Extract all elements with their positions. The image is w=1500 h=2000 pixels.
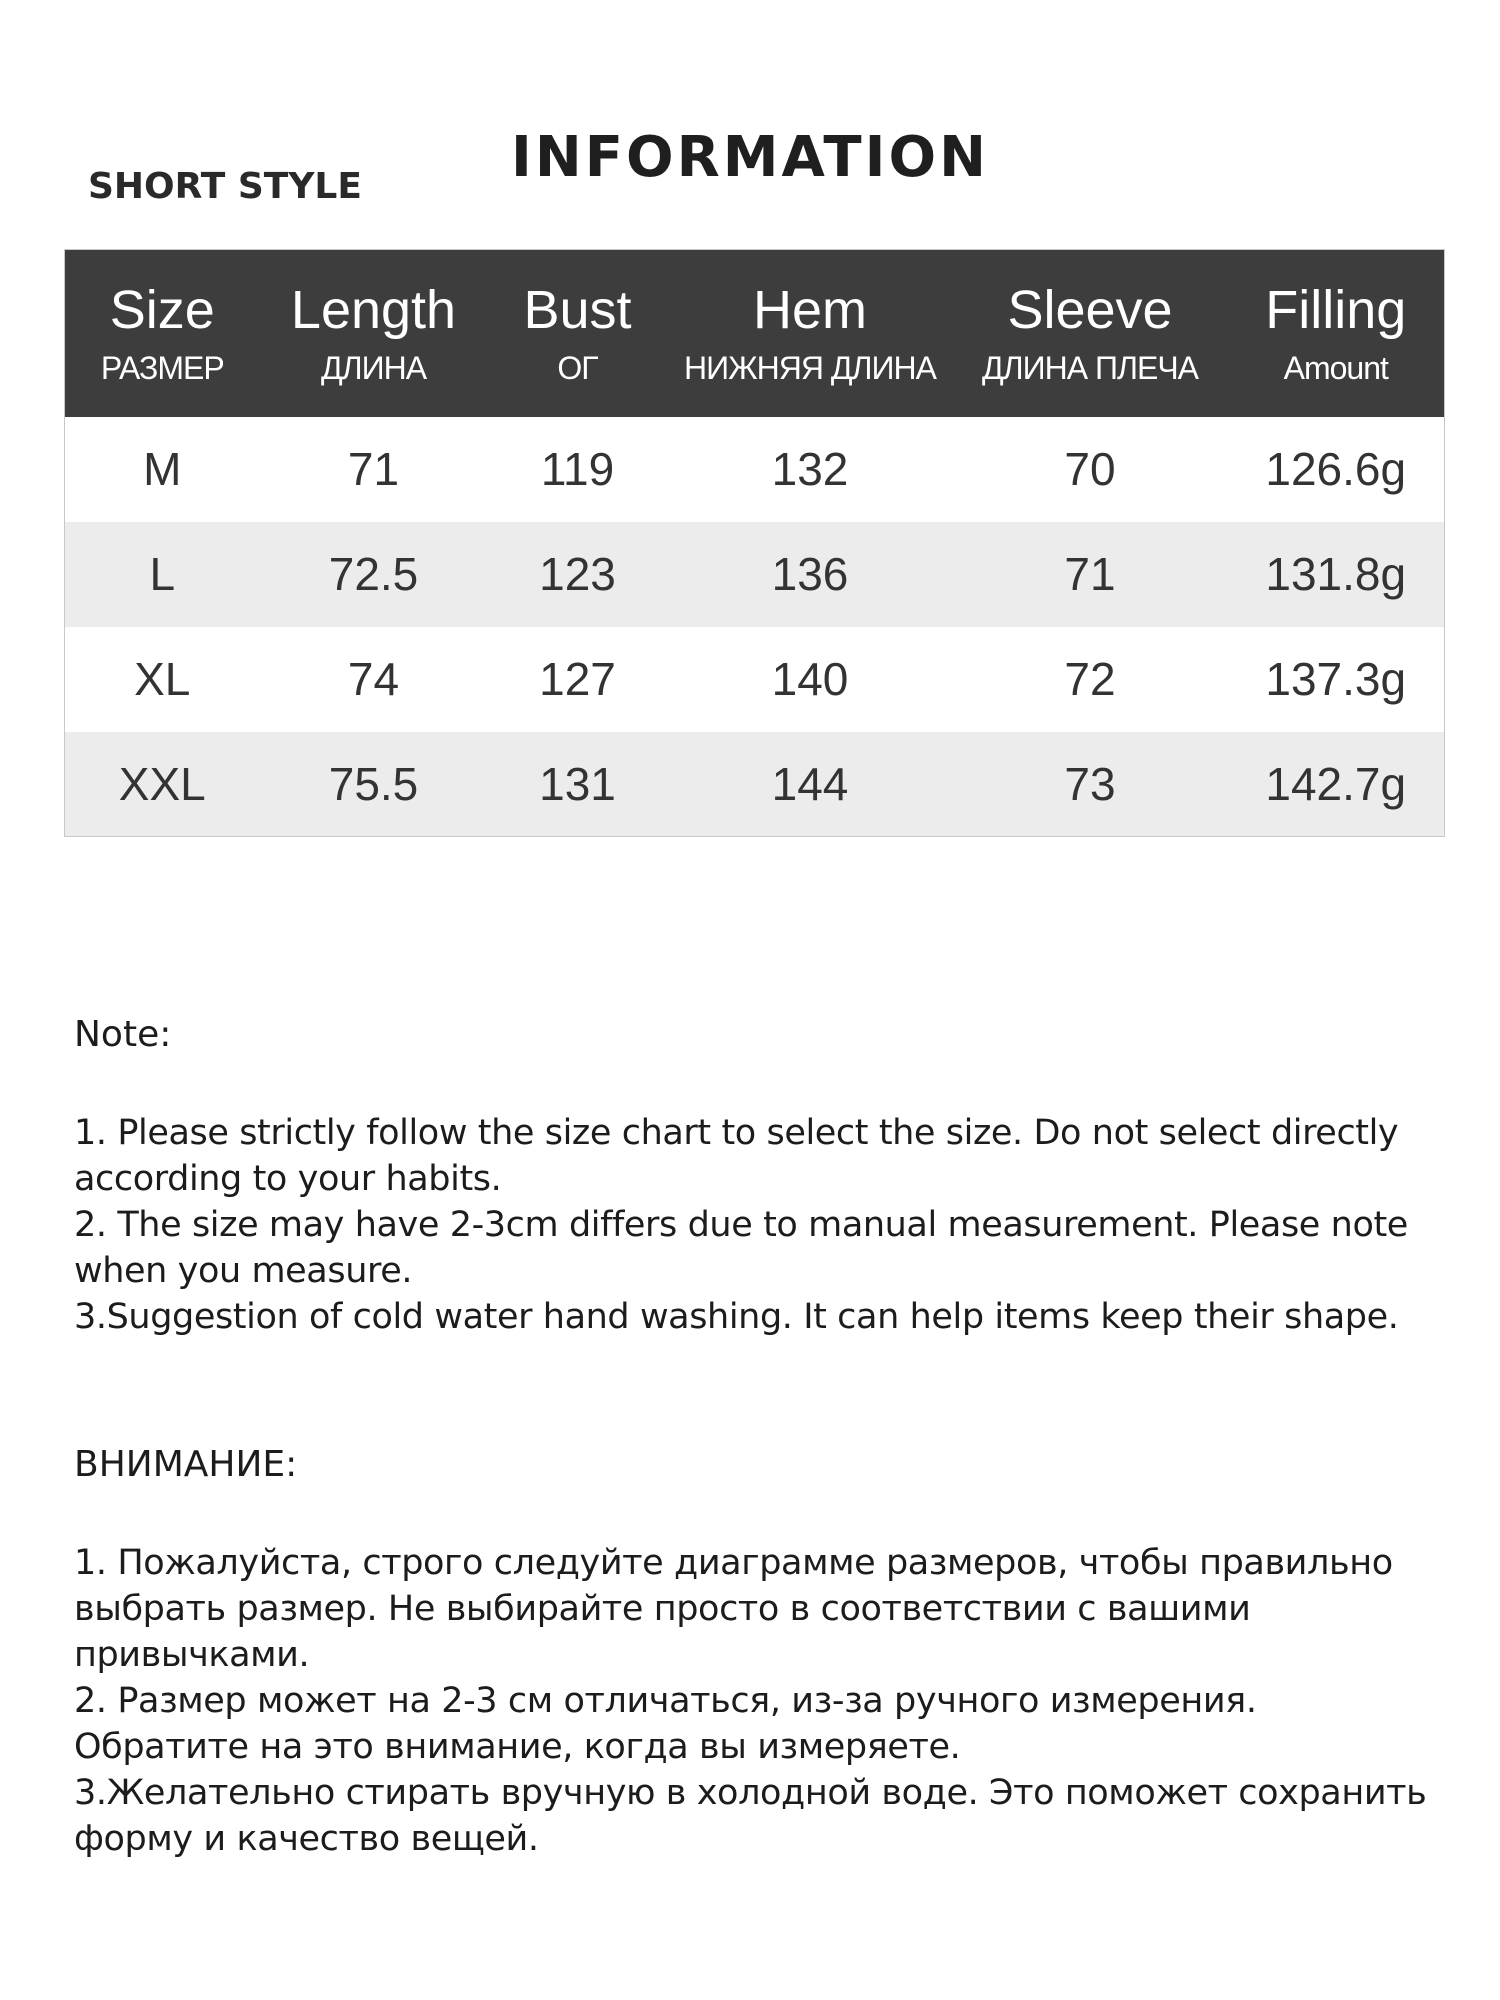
header-label-en: Bust — [523, 280, 632, 341]
table-cell: 73 — [1064, 757, 1116, 810]
table-row — [65, 732, 1445, 837]
table-cell: XXL — [118, 757, 206, 810]
header-label-ru: РАЗМЕР — [100, 350, 224, 387]
table-cell: 131 — [539, 757, 616, 810]
table-header-row — [65, 250, 1445, 417]
table-cell: 71 — [1064, 548, 1116, 600]
page-title: INFORMATION — [511, 125, 989, 190]
table-cell: XL — [134, 653, 191, 705]
table-row — [65, 627, 1445, 732]
header-size — [65, 250, 260, 417]
note-line: 2. Размер может на 2-3 см отличаться, из-за ручного измерения. — [74, 1681, 1257, 1721]
table-cell: 142.7g — [1265, 757, 1407, 810]
note-line: форму и качество вещей. — [74, 1819, 539, 1859]
header-label-ru: ДЛИНА ПЛЕЧА — [981, 350, 1199, 387]
header-label-ru: НИЖНЯЯ ДЛИНА — [684, 350, 936, 387]
table-cell: 74 — [347, 653, 400, 705]
table-cell: 132 — [771, 443, 849, 495]
table-cell: 144 — [771, 757, 849, 810]
header-filling — [1228, 250, 1445, 417]
table-cell: 126.6g — [1265, 443, 1407, 495]
table-cell: 72.5 — [328, 548, 419, 600]
table-cell: 72 — [1064, 653, 1116, 705]
header-label-en: Sleeve — [1007, 280, 1173, 341]
header-label-en: Size — [109, 280, 215, 341]
note-english — [74, 1012, 1434, 1340]
table-row — [65, 417, 1445, 522]
table-cell: 70 — [1064, 443, 1116, 495]
size-chart-table — [64, 249, 1445, 837]
note-line: Обратите на это внимание, когда вы измеряете. — [74, 1727, 961, 1767]
header-label-ru: ОГ — [557, 350, 598, 387]
note-russian — [74, 1442, 1434, 1862]
table-cell: 123 — [539, 548, 616, 600]
table-cell: 75.5 — [328, 757, 419, 810]
header-label-en: Length — [290, 280, 457, 341]
table-cell: 140 — [771, 653, 849, 705]
table-cell: L — [149, 548, 176, 600]
header-length — [260, 250, 488, 417]
note-line: 1. Пожалуйста, строго следуйте диаграмме размеров, чтобы правильно — [74, 1543, 1393, 1583]
header-label-en: Hem — [752, 280, 867, 341]
header-label-en: Filling — [1265, 280, 1407, 341]
note-heading: Note: — [74, 1014, 172, 1055]
header-sleeve — [953, 250, 1228, 417]
note-line: 1. Please strictly follow the size chart to select the size. Do not select directly — [74, 1113, 1399, 1153]
header-label-ru: ДЛИНА — [320, 350, 427, 387]
table-cell: 137.3g — [1265, 653, 1407, 705]
table-cell: 136 — [771, 548, 849, 600]
table-cell: 131.8g — [1265, 548, 1407, 600]
header-bust — [488, 250, 668, 417]
note-line: when you measure. — [74, 1251, 413, 1291]
note-line: 3.Suggestion of cold water hand washing. It can help items keep their shape. — [74, 1297, 1399, 1337]
style-label: SHORT STYLE — [88, 166, 362, 207]
table-row — [65, 522, 1445, 627]
header-label-ru: Amount — [1283, 350, 1388, 387]
table-cell: 71 — [347, 443, 400, 495]
note-line: 2. The size may have 2-3cm differs due to manual measurement. Please note — [74, 1205, 1408, 1245]
note-heading: ВНИМАНИЕ: — [74, 1444, 298, 1485]
table-cell: 119 — [540, 443, 615, 495]
note-line: 3.Желательно стирать вручную в холодной воде. Это поможет сохранить — [74, 1773, 1427, 1813]
table-cell: 127 — [539, 653, 616, 705]
note-line: according to your habits. — [74, 1159, 502, 1199]
note-line: выбрать размер. Не выбирайте просто в соответствии с вашими — [74, 1589, 1251, 1629]
table-cell: M — [143, 443, 182, 495]
note-line: привычками. — [74, 1635, 310, 1675]
header-hem — [668, 250, 953, 417]
